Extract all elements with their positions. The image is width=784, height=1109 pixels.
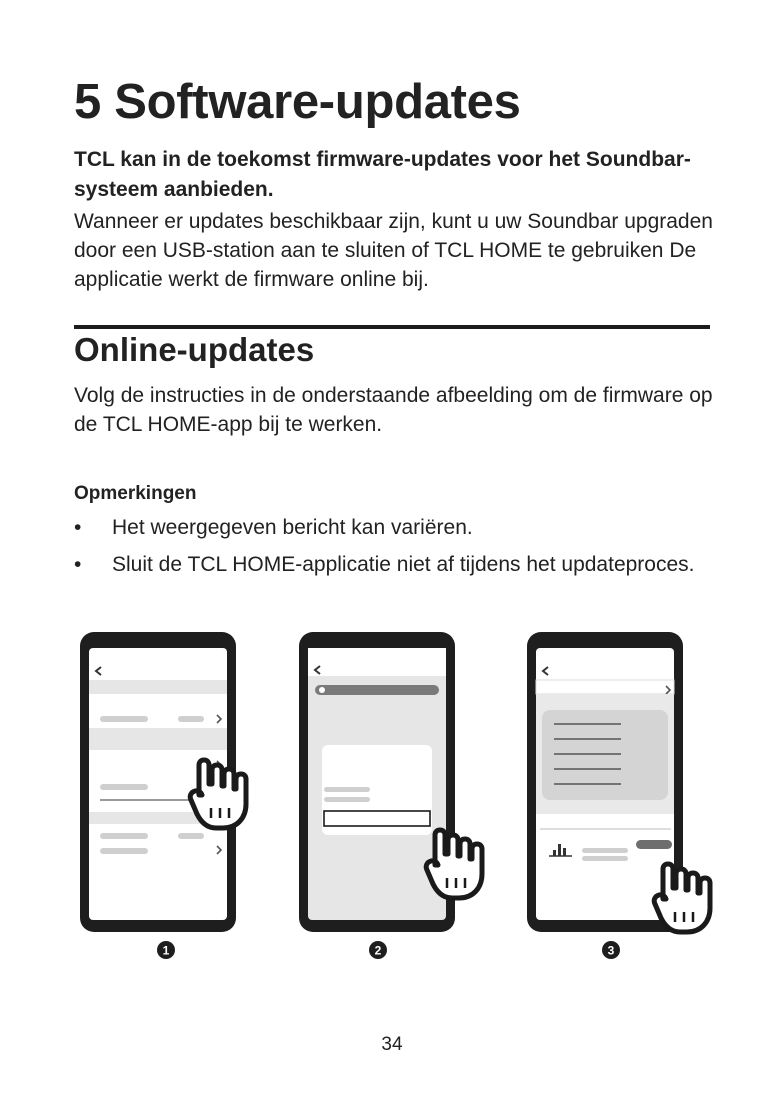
notes-list [74,513,714,587]
step-number-label: 3 [607,943,615,958]
page-number: 34 [381,1034,403,1055]
section-heading: Online-updates [74,331,315,368]
update-steps-illustration [74,630,714,960]
note-text: Het weergegeven bericht kan variëren. [112,516,473,539]
step-number-1 [157,941,175,959]
hand-pointer-icon [426,830,482,898]
step-number-label: 1 [162,943,170,958]
note-text: Sluit de TCL HOME-applicatie niet af tijdens het updateproces. [112,553,695,576]
bullet-icon: • [74,516,82,539]
list-item [74,513,714,542]
step-number-3 [602,941,620,959]
phone-step-3 [527,632,710,932]
section-divider [74,325,710,329]
list-item [74,550,714,579]
phone-step-2 [299,632,482,932]
instructions-paragraph: Volg de instructies in de onderstaande afbeelding om de firmware op de TCL HOME-app bij te werken. [74,384,713,436]
step-number-label: 2 [374,943,382,958]
lead-paragraph: TCL kan in de toekomst firmware-updates voor het Soundbar-systeem aanbieden. [74,148,691,201]
notes-heading: Opmerkingen [74,483,197,504]
intro-paragraph: Wanneer er updates beschikbaar zijn, kunt u uw Soundbar upgraden door een USB-station aan te sluiten of TCL HOME te gebruiken De applicatie werkt de firmware online bij. [74,210,713,291]
hand-pointer-icon [190,760,246,828]
page-title: 5 Software-updates [74,75,521,129]
bullet-icon: • [74,553,82,576]
hand-pointer-icon [654,864,710,932]
step-number-2 [369,941,387,959]
phone-step-1 [80,632,246,932]
